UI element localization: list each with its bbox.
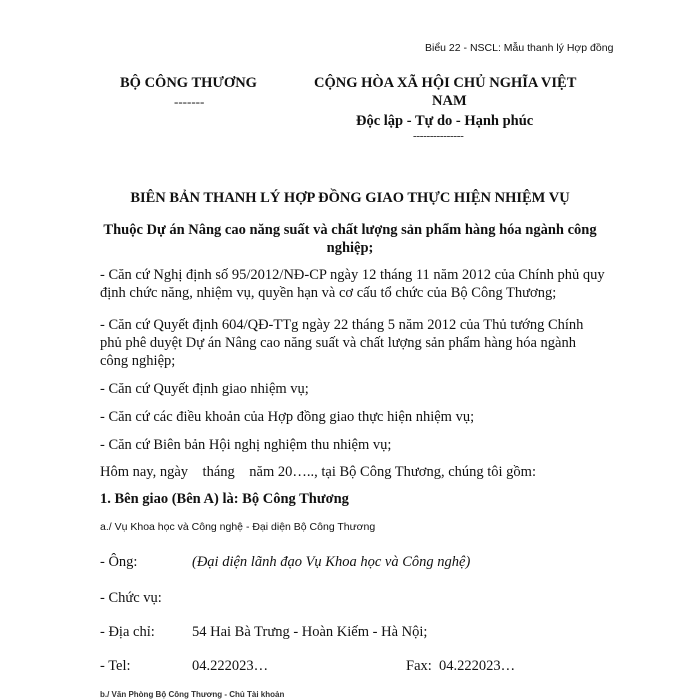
address-label: - Địa chỉ: [100, 624, 155, 640]
ministry-name: BỘ CÔNG THƯƠNG [120, 75, 257, 91]
document-subtitle-line2: nghiệp; [326, 240, 374, 256]
basis-line: công nghiệp; [100, 353, 176, 369]
party-a-subsection: a./ Vụ Khoa học và Công nghệ - Đại diện Bộ Công Thương [100, 521, 376, 533]
address-value: 54 Hai Bà Trưng - Hoàn Kiếm - Hà Nội; [192, 624, 428, 640]
country-name-line1: CỘNG HÒA XÃ HỘI CHỦ NGHĨA VIỆT [314, 75, 577, 91]
country-name-line2: NAM [432, 93, 467, 109]
basis-line: - Căn cứ Biên bản Hội nghị nghiệm thu nhiệm vụ; [100, 437, 392, 453]
basis-line: - Căn cứ Nghị định số 95/2012/NĐ-CP ngày 12 tháng 11 năm 2012 của Chính phủ quy [100, 267, 605, 283]
basis-line: - Căn cứ Quyết định 604/QĐ-TTg ngày 22 tháng 5 năm 2012 của Thủ tướng Chính [100, 317, 584, 333]
fax-label: Fax: [406, 658, 432, 674]
party-a-heading: 1. Bên giao (Bên A) là: Bộ Công Thương [100, 491, 349, 507]
basis-line: - Căn cứ các điều khoản của Hợp đồng giao thực hiện nhiệm vụ; [100, 409, 475, 425]
representative-value: (Đại diện lãnh đạo Vụ Khoa học và Công nghệ) [192, 554, 471, 570]
fax-value: 04.222023… [439, 658, 516, 674]
position-label: - Chức vụ: [100, 590, 162, 606]
motto-divider: --------------- [413, 130, 464, 142]
meeting-date-line: Hôm nay, ngày tháng năm 20….., tại Bộ Công Thương, chúng tôi gồm: [100, 464, 536, 480]
representative-label: - Ông: [100, 554, 138, 570]
basis-line: phủ phê duyệt Dự án Nâng cao năng suất và chất lượng sản phẩm hàng hóa ngành [100, 335, 576, 351]
document-title: BIÊN BẢN THANH LÝ HỢP ĐỒNG GIAO THỰC HIỆN NHIỆM VỤ [130, 190, 570, 206]
basis-line: định chức năng, nhiệm vụ, quyền hạn và cơ cấu tổ chức của Bộ Công Thương; [100, 285, 557, 301]
ministry-divider: ------- [174, 94, 205, 109]
document-subtitle-line1: Thuộc Dự án Nâng cao năng suất và chất lượng sản phẩm hàng hóa ngành công [103, 222, 597, 238]
tel-label: - Tel: [100, 658, 131, 674]
party-b-subsection: b./ Văn Phòng Bộ Công Thương - Chủ Tài khoản [100, 690, 285, 699]
form-code: Biểu 22 - NSCL: Mẫu thanh lý Hợp đồng [425, 42, 614, 54]
national-motto: Độc lập - Tự do - Hạnh phúc [356, 113, 534, 129]
basis-line: - Căn cứ Quyết định giao nhiệm vụ; [100, 381, 309, 397]
tel-value: 04.222023… [192, 658, 269, 674]
